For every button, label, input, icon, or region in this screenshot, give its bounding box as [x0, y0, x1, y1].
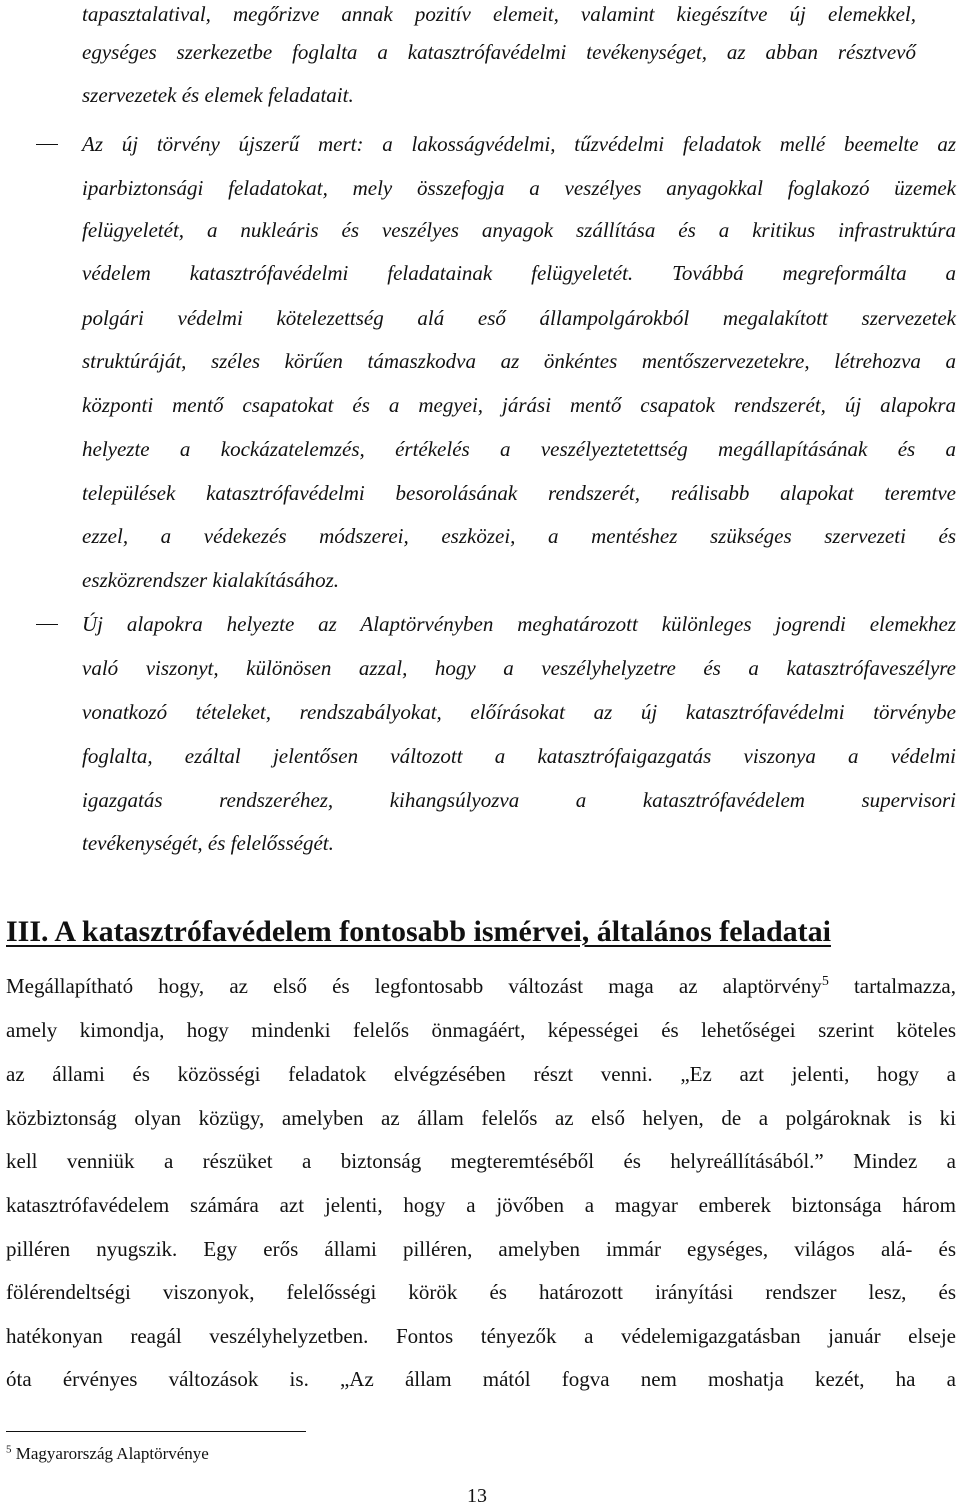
footnote-rule — [6, 1431, 306, 1432]
bullet-dash-1 — [36, 144, 58, 145]
footnote — [6, 1442, 209, 1466]
continuation-line: szervezetek és elemek feladatait. — [82, 83, 354, 107]
bullet1-line: Az új törvény újszerű mert: a lakosságvédelmi, tűzvédelmi feladatok mellé beemelte az — [82, 132, 956, 156]
bullet2-line: foglalta, ezáltal jelentősen változott a katasztrófaigazgatás viszonya a védelmi — [82, 744, 956, 768]
continuation-line: tapasztalatival, megőrizve annak pozitív elemeit, valamint kiegészítve új elemekkel, — [82, 2, 916, 26]
body-line: az állami és közösségi feladatok elvégzésében részt venni. „Ez azt jelenti, hogy a — [6, 1062, 956, 1086]
body-line-text: Megállapítható hogy, az első és legfontosabb változást maga az alaptörvény — [6, 974, 822, 998]
body-line: pilléren nyugszik. Egy erős állami pilléren, amelyben immár egységes, világos alá- és — [6, 1237, 956, 1261]
footnote-ref: 5 — [821, 974, 829, 989]
body-line: katasztrófavédelem számára azt jelenti, hogy a jövőben a magyar emberek biztonsága három — [6, 1193, 956, 1217]
body-line: közbiztonság olyan közügy, amelyben az állam felelős az első helyen, de a polgároknak is ki — [6, 1106, 956, 1130]
body-line: amely kimondja, hogy mindenki felelős önmagáért, képességei és lehetőségei szerint köteles — [6, 1018, 956, 1042]
body-line: kell venniük a részüket a biztonság megteremtéséből és helyreállításából.” Mindez a — [6, 1149, 956, 1173]
bullet1-line: központi mentő csapatokat és a megyei, járási mentő csapatok rendszerét, új alapokra — [82, 393, 956, 417]
body-line: óta érvényes változások is. „Az állam mától fogva nem moshatja kezét, ha a — [6, 1367, 956, 1391]
bullet1-line: védelem katasztrófavédelmi feladatainak felügyeletét. Továbbá megreformálta a — [82, 261, 956, 285]
bullet1-line: eszközrendszer kialakításához. — [82, 568, 340, 592]
continuation-line: egységes szerkezetbe foglalta a katasztrófavédelmi tevékenységet, az abban résztvevő — [82, 40, 916, 64]
bullet-dash-2 — [36, 624, 58, 625]
bullet1-line: struktúráját, széles körűen támaszkodva az önkéntes mentőszervezetekre, létrehozva a — [82, 349, 956, 373]
bullet2-line: való viszonyt, különösen azzal, hogy a veszélyhelyzetre és a katasztrófaveszélyre — [82, 656, 956, 680]
body-line: fölérendeltségi viszonyok, felelősségi körök és határozott irányítási rendszer lesz, és — [6, 1280, 956, 1304]
bullet2-line: vonatkozó tételeket, rendszabályokat, előírásokat az új katasztrófavédelmi törvénybe — [82, 700, 956, 724]
footnote-text: Magyarország Alaptörvénye — [11, 1444, 209, 1463]
footnote-number: 5 — [6, 1443, 12, 1456]
bullet1-line: települések katasztrófavédelmi besorolásának rendszerét, reálisabb alapokat teremtve — [82, 481, 956, 505]
bullet1-line: helyezte a kockázatelemzés, értékelés a veszélyeztetettség megállapításának és a — [82, 437, 956, 461]
bullet1-line: polgári védelmi kötelezettség alá eső állampolgárokból megalakított szervezetek — [82, 306, 956, 330]
section-heading: III. A katasztrófavédelem fontosabb ismérvei, általános feladatai — [6, 915, 831, 948]
bullet2-line: tevékenységét, és felelősségét. — [82, 831, 334, 855]
bullet2-line: igazgatás rendszeréhez, kihangsúlyozva a katasztrófavédelem supervisori — [82, 788, 956, 812]
body-line: hatékonyan reagál veszélyhelyzetben. Fontos tényezők a védelemigazgatásban január elseje — [6, 1324, 956, 1348]
body-line-text: tartalmazza, — [828, 974, 956, 998]
bullet1-line: iparbiztonsági feladatokat, mely összefogja a veszélyes anyagokkal foglakozó üzemek — [82, 176, 956, 200]
bullet1-line: felügyeletét, a nukleáris és veszélyes anyagok szállítása és a kritikus infrastruktúra — [82, 218, 956, 242]
page-number: 13 — [467, 1485, 487, 1507]
bullet1-line: ezzel, a védekezés módszerei, eszközei, a mentéshez szükséges szervezeti és — [82, 524, 956, 548]
body-line — [6, 972, 956, 1000]
bullet2-line: Új alapokra helyezte az Alaptörvényben meghatározott különleges jogrendi elemekhez — [82, 612, 956, 636]
